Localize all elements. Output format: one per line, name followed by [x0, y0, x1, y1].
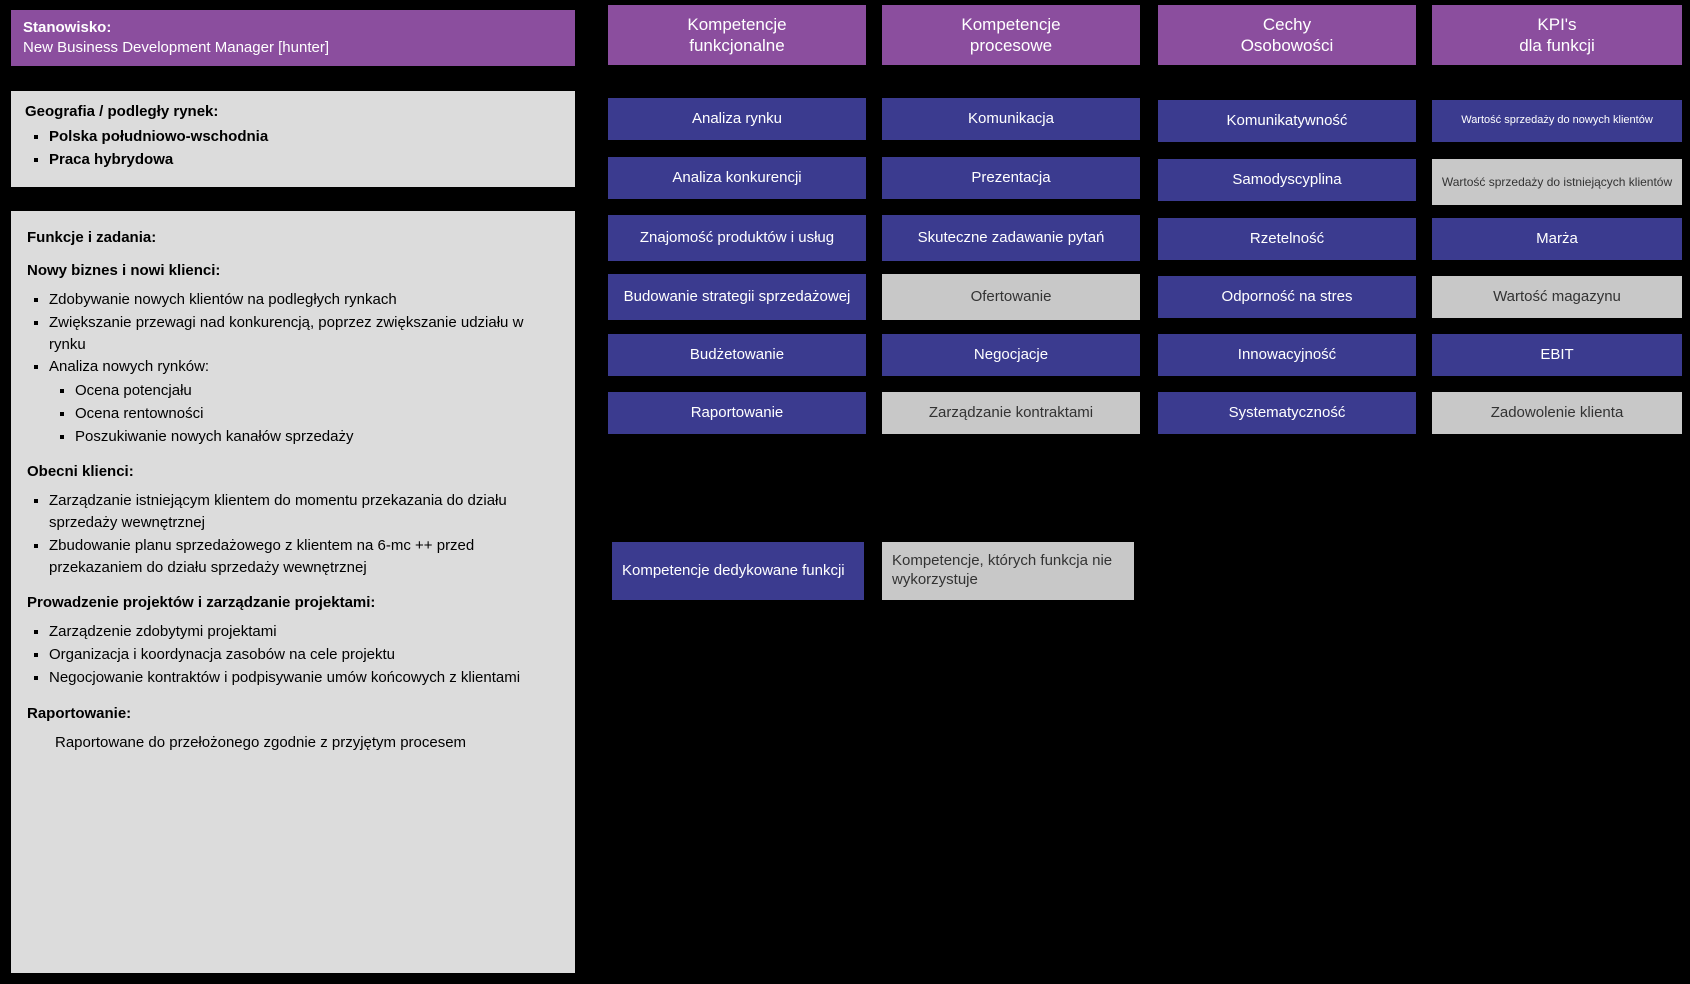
column-header-kpi [1432, 5, 1682, 65]
column-header-functional [608, 5, 866, 65]
list-item: ▪ Organizacja i koordynacja zasobów na cele projektu [49, 644, 559, 666]
list-item: ▪ Zarządzanie istniejącym klientem do momentu przekazania do działu sprzedaży wewnętrznej [49, 490, 559, 534]
section-heading: Obecni klienci: [27, 463, 134, 481]
competency-cell: Odporność na stres [1158, 276, 1416, 318]
competency-cell: Skuteczne zadawanie pytań [882, 215, 1140, 261]
column-header-line1: Cechy [1262, 14, 1312, 34]
competency-cell: Prezentacja [882, 157, 1140, 199]
competency-cell: Samodyscyplina [1158, 159, 1416, 201]
competency-cell: Analiza konkurencji [608, 157, 866, 199]
list-item [49, 356, 559, 447]
competency-cell: Analiza rynku [608, 98, 866, 140]
list-item: ▪ Poszukiwanie nowych kanałów sprzedaży [75, 426, 559, 448]
section-text: Raportowane do przełożonego zgodnie z przyjętym procesem [55, 733, 467, 751]
legend-dedicated: Kompetencje dedykowane funkcji [612, 542, 864, 600]
functions-title: Funkcje i zadania: [27, 229, 157, 246]
competency-cell: Rzetelność [1158, 218, 1416, 260]
functions-box [8, 208, 578, 976]
section-heading: Raportowanie: [27, 704, 132, 722]
section-heading: Prowadzenie projektów i zarządzanie projektami: [27, 594, 376, 612]
list-item: ▪ Polska południowo-wschodnia [49, 128, 561, 145]
list-item: ▪ Negocjowanie kontraktów i podpisywanie umów końcowych z klientami [49, 667, 559, 689]
list-item: ▪ Zwiększanie przewagi nad konkurencją, poprzez zwiększanie udziału w rynku [49, 312, 559, 356]
list-item: ▪ Ocena rentowności [75, 403, 559, 425]
list-item: ▪ Zbudowanie planu sprzedażowego z klientem na 6-mc ++ przed przekazaniem do działu sprzedaży wewnętrznej [49, 535, 559, 579]
competency-cell: Komunikacja [882, 98, 1140, 140]
column-header-line2: dla funkcji [1519, 36, 1595, 55]
column-header-line1: Kompetencje [961, 14, 1061, 34]
list-item: ▪ Praca hybrydowa [49, 151, 561, 168]
competency-cell: Innowacyjność [1158, 334, 1416, 376]
column-header-line2: funkcjonalne [689, 36, 785, 55]
kpi-cell: Wartość sprzedaży do istniejących klientów [1432, 159, 1682, 205]
competency-cell: Budżetowanie [608, 334, 866, 376]
kpi-cell: Wartość sprzedaży do nowych klientów [1432, 100, 1682, 142]
competency-cell: Znajomość produktów i usług [608, 215, 866, 261]
kpi-cell: Zadowolenie klienta [1432, 392, 1682, 434]
column-header-line2: Osobowości [1240, 36, 1334, 55]
kpi-cell: Marża [1432, 218, 1682, 260]
competency-cell: Budowanie strategii sprzedażowej [608, 274, 866, 320]
column-header-line2: procesowe [969, 36, 1053, 55]
list-item: ▪ Zdobywanie nowych klientów na podległych rynkach [49, 289, 559, 311]
competency-cell: Zarządzanie kontraktami [882, 392, 1140, 434]
section-list [27, 490, 559, 578]
sub-list [49, 380, 559, 447]
legend-unused: Kompetencje, których funkcja nie wykorzystuje [882, 542, 1134, 600]
section-heading: Nowy biznes i nowi klienci: [27, 262, 221, 279]
competency-cell: Raportowanie [608, 392, 866, 434]
position-box [8, 7, 578, 69]
section-list [27, 289, 559, 447]
competency-cell: Systematyczność [1158, 392, 1416, 434]
kpi-cell: Wartość magazynu [1432, 276, 1682, 318]
column-header-process [882, 5, 1140, 65]
list-item-label: Analiza nowych rynków: [49, 358, 210, 376]
column-header-line1: KPI's [1537, 14, 1577, 34]
competency-cell: Ofertowanie [882, 274, 1140, 320]
competency-cell: Komunikatywność [1158, 100, 1416, 142]
competency-cell: Negocjacje [882, 334, 1140, 376]
list-item: ▪ Ocena potencjału [75, 380, 559, 402]
column-header-personality [1158, 5, 1416, 65]
list-item: ▪ Zarządzenie zdobytymi projektami [49, 621, 559, 643]
geography-title: Geografia / podległy rynek: [25, 103, 219, 120]
section-list [27, 621, 559, 688]
geography-list [25, 128, 561, 168]
geography-box [8, 88, 578, 190]
kpi-cell: EBIT [1432, 334, 1682, 376]
position-value: New Business Development Manager [hunter] [23, 39, 329, 57]
position-label: Stanowisko: [23, 19, 112, 36]
column-header-line1: Kompetencje [687, 14, 787, 34]
